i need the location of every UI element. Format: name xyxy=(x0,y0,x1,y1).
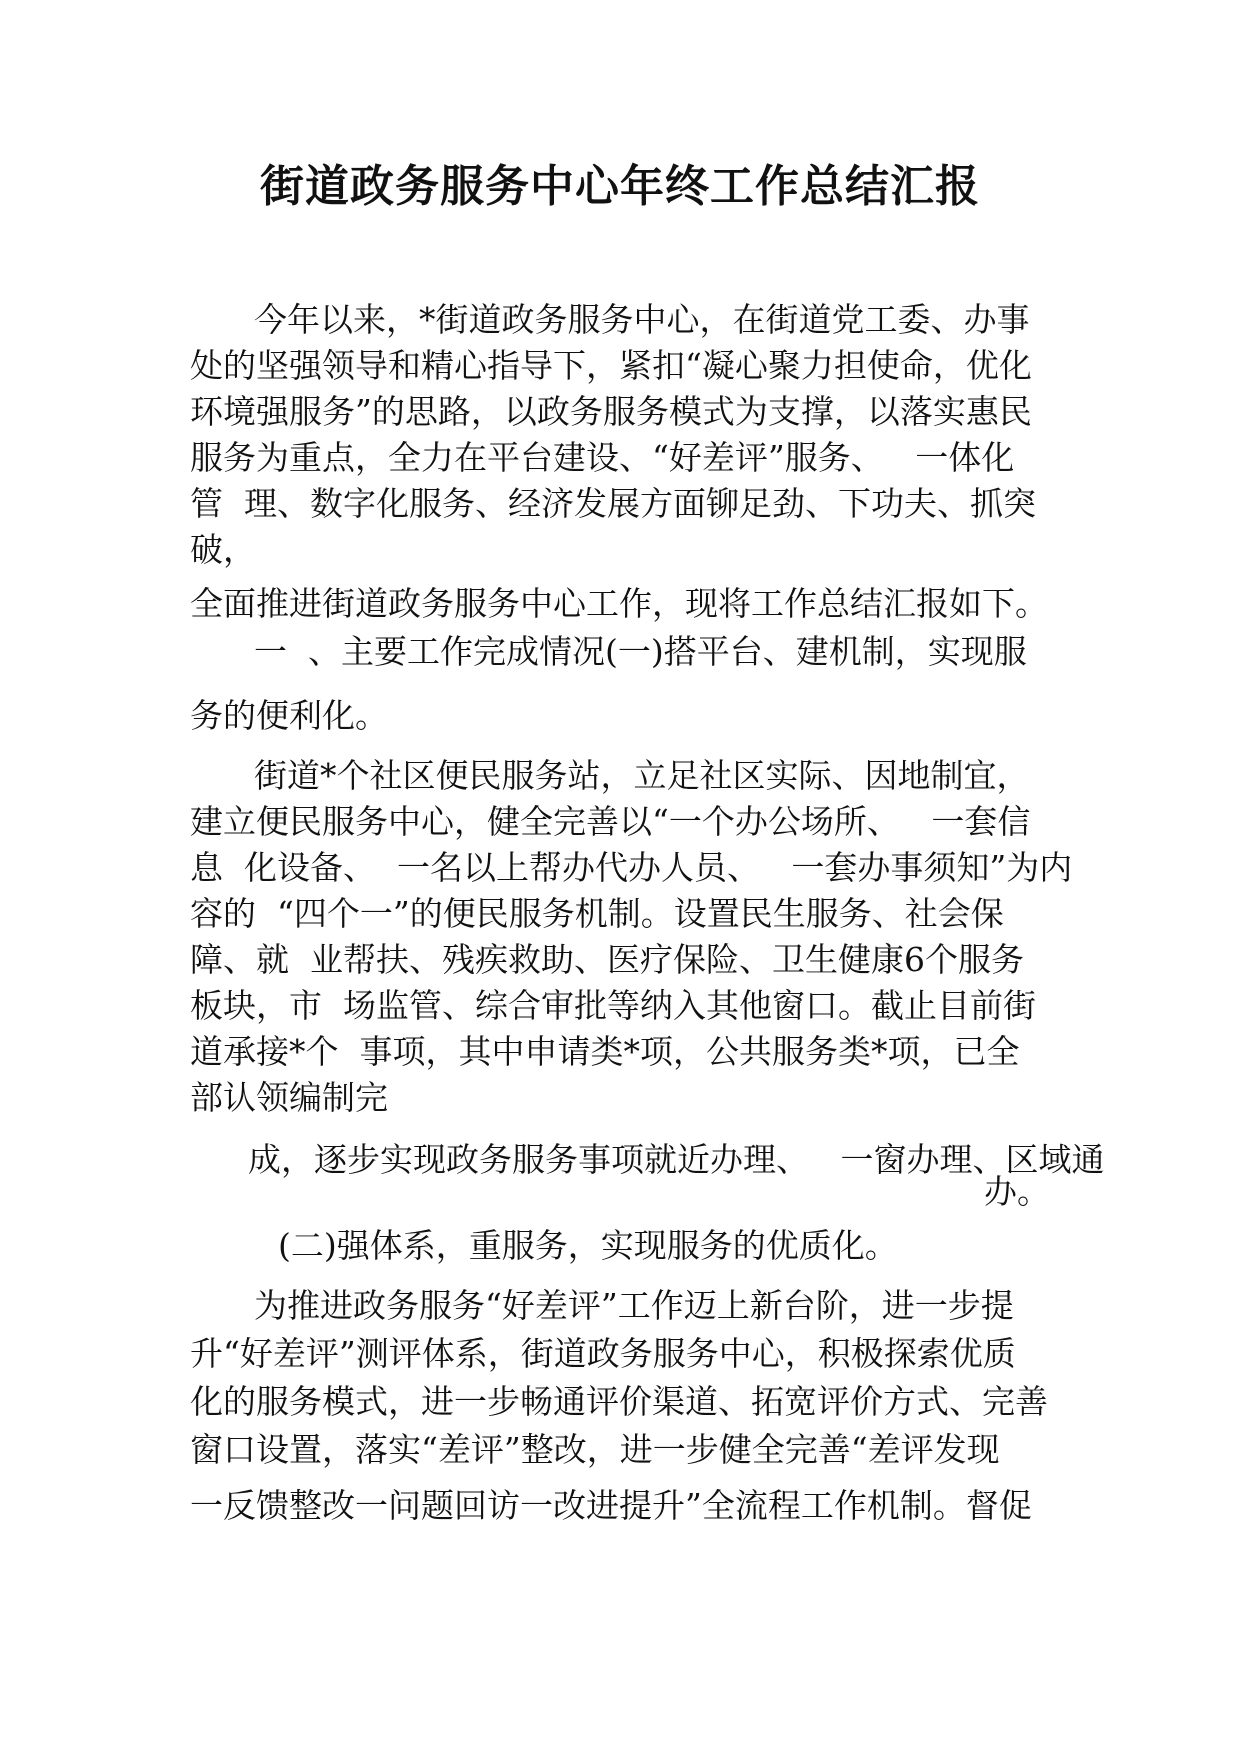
text-line: 升“好差评”测评体系，街道政务服务中心，积极探索优质 xyxy=(190,1334,1016,1373)
text-line: 道承接*个 事项，其中申请类*项，公共服务类*项，已全 xyxy=(190,1032,1020,1071)
text-line: 办。 xyxy=(984,1172,1050,1211)
section-heading: (二)强体系，重服务，实现服务的优质化。 xyxy=(278,1226,898,1265)
section-heading: 一 、主要工作完成情况(一)搭平台、建机制，实现服 xyxy=(254,632,1027,671)
text-line: 为推进政务服务“好差评”工作迈上新台阶，进一步提 xyxy=(254,1286,1014,1325)
section-heading: 务的便利化。 xyxy=(190,696,388,735)
text-line: 环境强服务”的思路，以政务服务模式为支撑，以落实惠民 xyxy=(190,392,1032,431)
text-line: 容的 “四个一”的便民服务机制。设置民生服务、社会保 xyxy=(190,894,1004,933)
text-line: 全面推进街道政务服务中心工作，现将工作总结汇报如下。 xyxy=(190,584,1048,623)
text-line: 部认领编制完 xyxy=(190,1078,388,1117)
text-line: 板块，市 场监管、综合审批等纳入其他窗口。截止目前街 xyxy=(190,986,1036,1025)
text-line: 管 理、数字化服务、经济发展方面铆足劲、下功夫、抓突 xyxy=(190,484,1036,523)
text-line: 街道*个社区便民服务站，立足社区实际、因地制宜， xyxy=(254,756,1030,795)
text-line: 成，逐步实现政务服务事项就近办理、 一窗办理、区域通 xyxy=(248,1140,1105,1179)
text-line: 息 化设备、 一名以上帮办代办人员、 一套办事须知”为内 xyxy=(190,848,1073,887)
text-line: 处的坚强领导和精心指导下，紧扣“凝心聚力担使命，优化 xyxy=(190,346,1032,385)
text-line: 窗口设置，落实“差评”整改，进一步健全完善“差评发现 xyxy=(190,1430,1000,1469)
text-line: 建立便民服务中心，健全完善以“一个办公场所、 一套信 xyxy=(190,802,1031,841)
text-line: 一反馈整改一问题回访一改进提升”全流程工作机制。督促 xyxy=(190,1486,1032,1525)
text-line: 今年以来，*街道政务服务中心，在街道党工委、办事 xyxy=(254,300,1030,339)
text-line: 破， xyxy=(190,530,256,569)
text-line: 障、就 业帮扶、残疾救助、医疗保险、卫生健康6个服务 xyxy=(190,940,1024,979)
document-title: 街道政务服务中心年终工作总结汇报 xyxy=(260,161,980,212)
text-line: 服务为重点，全力在平台建设、“好差评”服务、 一体化 xyxy=(190,438,1015,477)
text-line: 化的服务模式，进一步畅通评价渠道、拓宽评价方式、完善 xyxy=(190,1382,1048,1421)
